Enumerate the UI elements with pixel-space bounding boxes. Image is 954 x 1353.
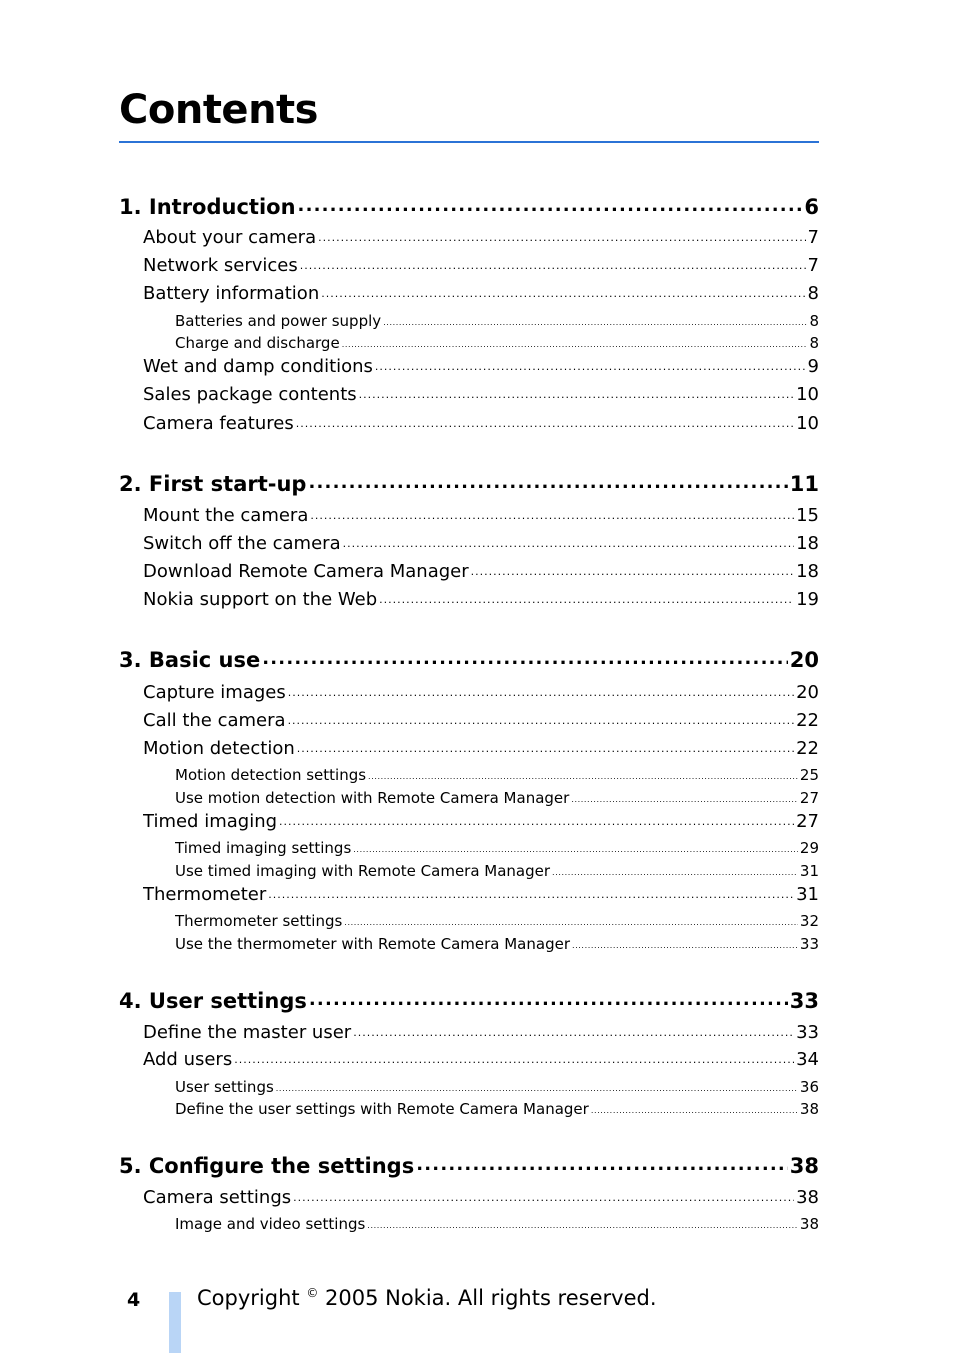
dot-leader [379, 587, 794, 605]
toc-sub-entry[interactable] [175, 788, 819, 807]
toc-entry-page-number: 36 [799, 1078, 819, 1096]
toc-chapter-entry[interactable] [119, 193, 819, 221]
toc-section-entry[interactable] [143, 680, 819, 704]
toc-entry-label: Switch off the camera [143, 533, 341, 554]
toc-section-entry[interactable] [143, 559, 819, 583]
dot-leader [342, 333, 808, 348]
toc-section-entry[interactable] [143, 1185, 819, 1209]
toc-entry-page-number: 22 [796, 710, 819, 731]
dot-leader [309, 987, 788, 1008]
toc-entry-label: 5. Configure the settings [119, 1154, 415, 1178]
toc-entry-page-number: 33 [789, 989, 819, 1013]
toc-entry-label: Sales package contents [143, 384, 357, 405]
toc-entry-label: Use timed imaging with Remote Camera Manager [175, 862, 551, 880]
dot-leader [234, 1047, 794, 1065]
toc-entry-page-number: 8 [807, 283, 819, 304]
dot-leader [296, 411, 794, 429]
dot-leader [343, 531, 794, 549]
toc-section-entry[interactable] [143, 253, 819, 277]
toc-entry-page-number: 22 [796, 738, 819, 759]
toc-entry-label: Use the thermometer with Remote Camera Manager [175, 935, 570, 953]
dot-leader [300, 253, 806, 271]
toc-entry-label: Add users [143, 1049, 233, 1070]
toc-entry-label: About your camera [143, 227, 317, 248]
toc-entry-label: Download Remote Camera Manager [143, 561, 469, 582]
toc-entry-label: Wet and damp conditions [143, 356, 373, 377]
toc-entry-page-number: 20 [796, 682, 819, 703]
dot-leader [288, 680, 794, 698]
copyright-suffix: 2005 Nokia. All rights reserved. [325, 1286, 657, 1310]
toc-section-entry[interactable] [143, 708, 819, 732]
toc-chapter-entry[interactable] [119, 987, 819, 1015]
toc-entry-label: Camera settings [143, 1187, 292, 1208]
toc-section-entry[interactable] [143, 354, 819, 378]
toc-entry-page-number: 33 [799, 935, 819, 953]
toc-entry-page-number: 34 [796, 1049, 819, 1070]
dot-leader [571, 788, 798, 803]
toc-entry-page-number: 38 [799, 1100, 819, 1118]
toc-entry-page-number: 29 [799, 839, 819, 857]
toc-entry-page-number: 18 [796, 561, 819, 582]
toc-entry-page-number: 9 [807, 356, 819, 377]
toc-section-entry[interactable] [143, 411, 819, 435]
dot-leader [383, 311, 807, 326]
toc-entry-page-number: 20 [789, 648, 819, 672]
dot-leader [297, 736, 794, 754]
toc-entry-page-number: 31 [796, 884, 819, 905]
dot-leader [279, 809, 794, 827]
toc-sub-entry[interactable] [175, 333, 819, 352]
toc-entry-label: Charge and discharge [175, 334, 340, 352]
toc-section-entry[interactable] [143, 809, 819, 833]
dot-leader [293, 1185, 794, 1203]
dot-leader [321, 281, 805, 299]
toc-section-entry[interactable] [143, 382, 819, 406]
toc-entry-label: Motion detection settings [175, 766, 367, 784]
toc-entry-label: Network services [143, 255, 298, 276]
toc-entry-page-number: 18 [796, 533, 819, 554]
toc-sub-entry[interactable] [175, 934, 819, 953]
toc-sub-entry[interactable] [175, 838, 819, 857]
dot-leader [416, 1152, 788, 1173]
toc-entry-label: 4. User settings [119, 989, 307, 1013]
toc-section-entry[interactable] [143, 281, 819, 305]
toc-entry-label: Capture images [143, 682, 286, 703]
toc-entry-label: User settings [175, 1078, 274, 1096]
toc-entry-label: Mount the camera [143, 505, 309, 526]
toc-entry-label: Call the camera [143, 710, 286, 731]
toc-section-entry[interactable] [143, 225, 819, 249]
toc-entry-page-number: 33 [796, 1022, 819, 1043]
dot-leader [552, 861, 798, 876]
copyright-notice [197, 1286, 657, 1310]
toc-entry-page-number: 8 [809, 334, 819, 352]
toc-entry-label: Timed imaging settings [175, 839, 352, 857]
toc-entry-page-number: 6 [804, 195, 819, 219]
toc-chapter-entry[interactable] [119, 646, 819, 674]
toc-entry-label: Nokia support on the Web [143, 589, 378, 610]
toc-entry-label: Battery information [143, 283, 320, 304]
toc-entry-page-number: 15 [796, 505, 819, 526]
toc-entry-page-number: 32 [799, 912, 819, 930]
toc-entry-page-number: 38 [799, 1215, 819, 1233]
toc-section-entry[interactable] [143, 882, 819, 906]
toc-entry-page-number: 10 [796, 384, 819, 405]
toc-chapter-entry[interactable] [119, 470, 819, 498]
footer-accent-bar [169, 1292, 181, 1353]
dot-leader [310, 503, 794, 521]
toc-entry-page-number: 25 [799, 766, 819, 784]
toc-sub-entry[interactable] [175, 1077, 819, 1096]
toc-entry-label: 2. First start-up [119, 472, 307, 496]
dot-leader [276, 1077, 798, 1092]
toc-entry-label: Thermometer [143, 884, 267, 905]
dot-leader [367, 1214, 798, 1229]
toc-section-entry[interactable] [143, 531, 819, 555]
dot-leader [298, 193, 803, 214]
toc-entry-label: Batteries and power supply [175, 312, 382, 330]
toc-entry-label: Image and video settings [175, 1215, 366, 1233]
toc-entry-page-number: 38 [789, 1154, 819, 1178]
dot-leader [288, 708, 795, 726]
copyright-prefix: Copyright [197, 1286, 300, 1310]
toc-sub-entry[interactable] [175, 1214, 819, 1233]
copyright-symbol: © [306, 1286, 319, 1300]
toc-entry-page-number: 7 [807, 255, 819, 276]
dot-leader [471, 559, 794, 577]
toc-entry-page-number: 10 [796, 413, 819, 434]
toc-entry-page-number: 7 [807, 227, 819, 248]
toc-entry-page-number: 11 [789, 472, 819, 496]
dot-leader [308, 470, 787, 491]
dot-leader [359, 382, 794, 400]
toc-entry-label: 3. Basic use [119, 648, 261, 672]
toc-sub-entry[interactable] [175, 1099, 819, 1118]
toc-section-entry[interactable] [143, 736, 819, 760]
dot-leader [353, 838, 798, 853]
dot-leader [353, 1020, 794, 1038]
toc-entry-page-number: 31 [799, 862, 819, 880]
dot-leader [268, 882, 794, 900]
toc-entry-label: Define the master user [143, 1022, 352, 1043]
toc-entry-page-number: 27 [799, 789, 819, 807]
toc-sub-entry[interactable] [175, 765, 819, 784]
toc-entry-label: Camera features [143, 413, 294, 434]
toc-sub-entry[interactable] [175, 311, 819, 330]
dot-leader [368, 765, 798, 780]
toc-section-entry[interactable] [143, 587, 819, 611]
toc-sub-entry[interactable] [175, 911, 819, 930]
toc-section-entry[interactable] [143, 1047, 819, 1071]
toc-entry-page-number: 8 [809, 312, 819, 330]
dot-leader [572, 934, 798, 949]
toc-entry-label: Thermometer settings [175, 912, 343, 930]
toc-section-entry[interactable] [143, 1020, 819, 1044]
page-title: Contents [119, 87, 318, 133]
dot-leader [262, 646, 788, 667]
toc-sub-entry[interactable] [175, 861, 819, 880]
toc-entry-label: 1. Introduction [119, 195, 296, 219]
toc-entry-label: Timed imaging [143, 811, 278, 832]
dot-leader [318, 225, 805, 243]
toc-entry-label: Motion detection [143, 738, 295, 759]
toc-entry-page-number: 19 [796, 589, 819, 610]
dot-leader [375, 354, 806, 372]
toc-section-entry[interactable] [143, 503, 819, 527]
toc-entry-label: Define the user settings with Remote Camera Manager [175, 1100, 589, 1118]
dot-leader [344, 911, 798, 926]
toc-entry-page-number: 27 [796, 811, 819, 832]
dot-leader [591, 1099, 798, 1114]
toc-chapter-entry[interactable] [119, 1152, 819, 1180]
toc-entry-page-number: 38 [796, 1187, 819, 1208]
page-number: 4 [127, 1289, 141, 1311]
toc-entry-label: Use motion detection with Remote Camera Manager [175, 789, 570, 807]
